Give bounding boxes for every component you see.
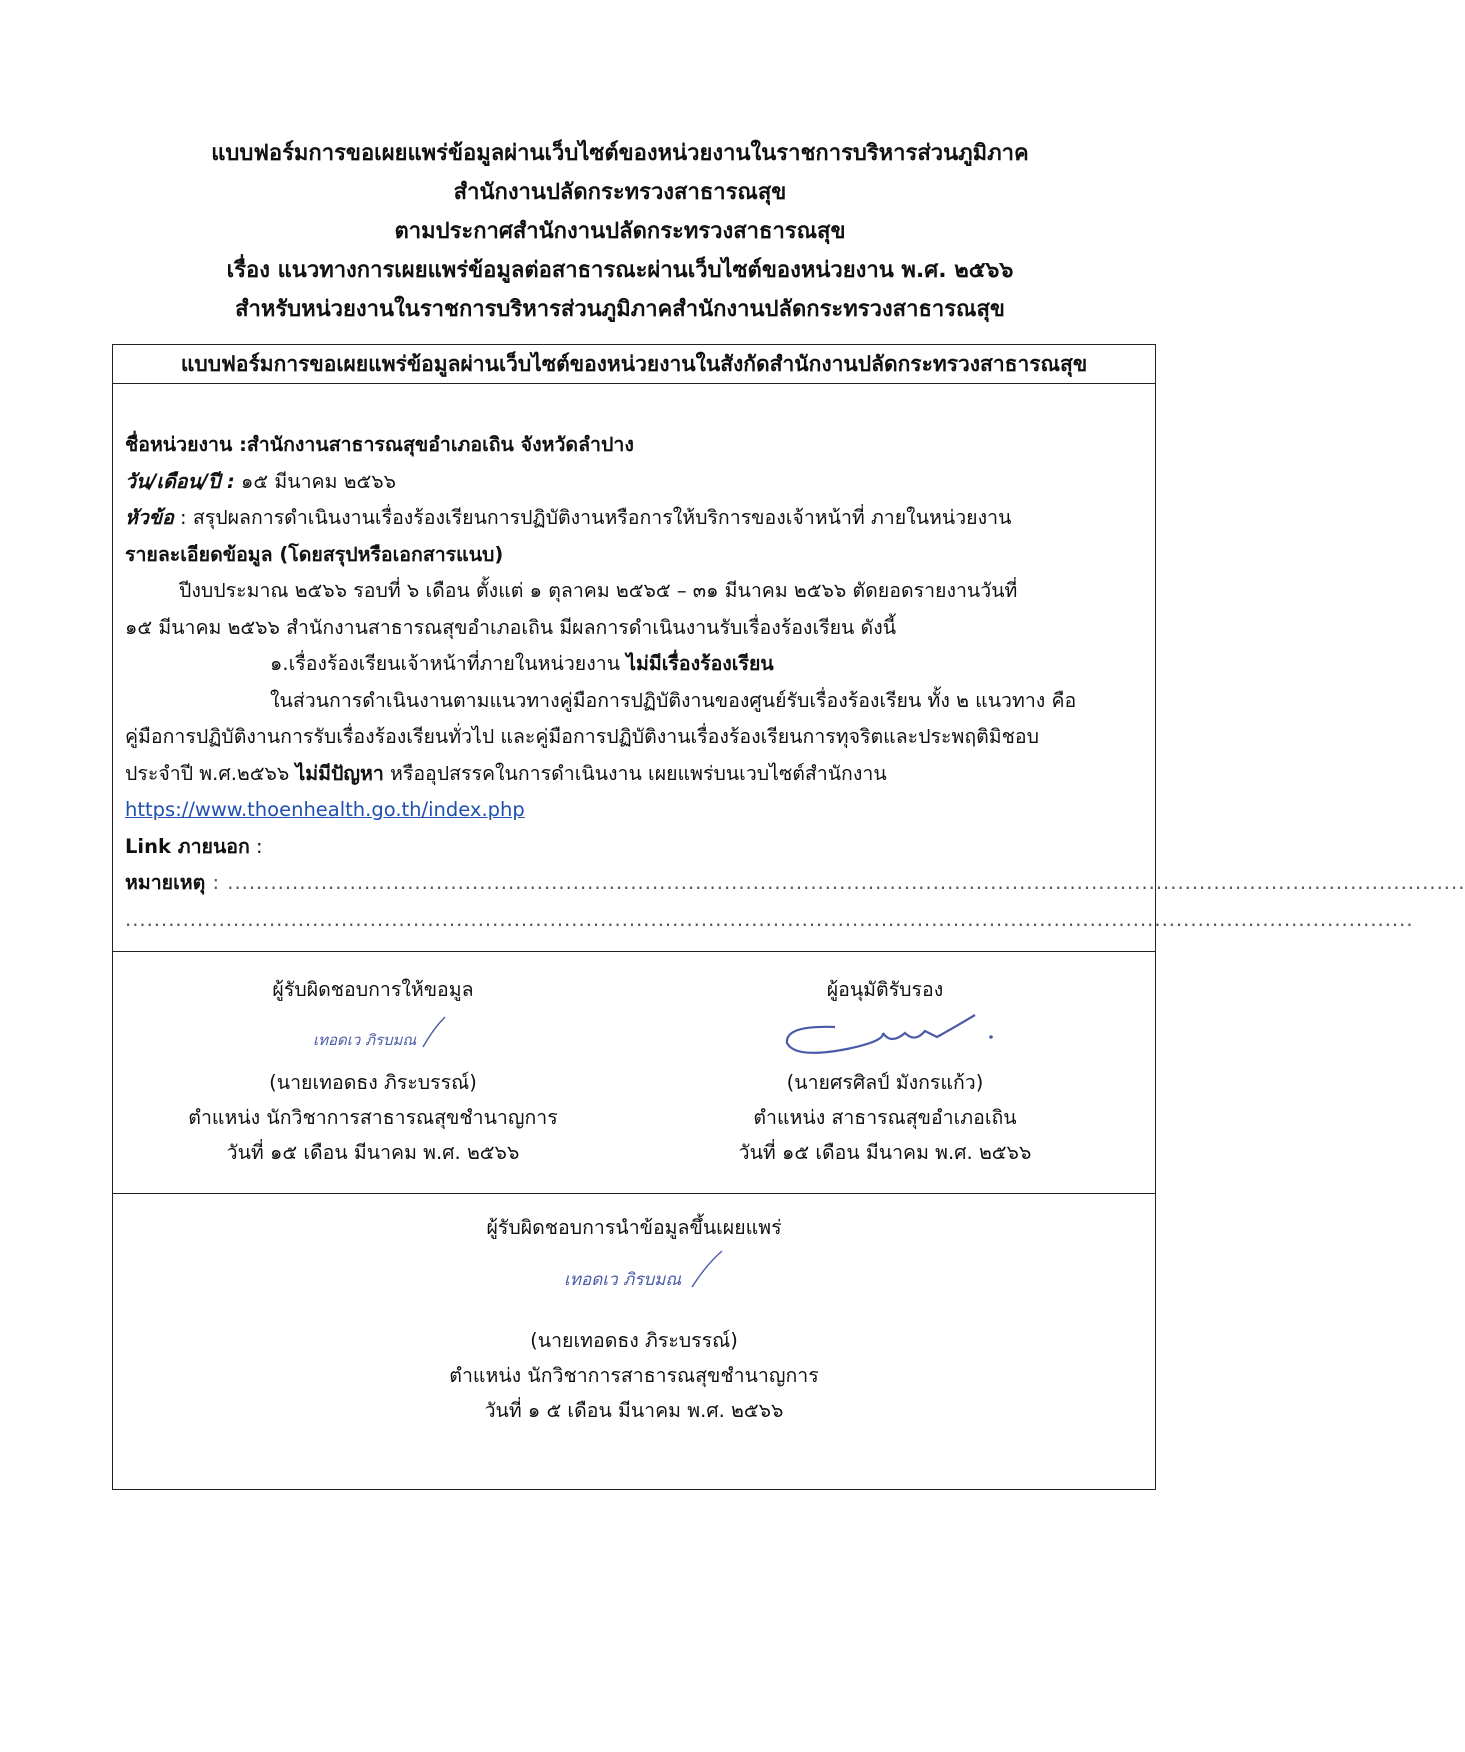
website-link[interactable]: https://www.thoenhealth.go.th/index.php (125, 798, 525, 821)
publisher-signature (524, 1245, 744, 1303)
topic-value: : สรุปผลการดำเนินงานเรื่องร้องเรียนการปฏิบัติงานหรือการให้บริการของเจ้าหน้าที่ ภายในหน่วยงาน (173, 506, 1012, 529)
agency-label: ชื่อหน่วยงาน : (125, 433, 247, 456)
publisher-name: (นายเทอดธง ภิระบรรณ์) (530, 1329, 738, 1352)
paragraph-1-line-1: ปีงบประมาณ ๒๕๖๖ รอบที่ ๖ เดือน ตั้งแต่ ๑ ตุลาคม ๒๕๖๕ – ๓๑ มีนาคม ๒๕๖๖ ตัดยอดรายงานวันที่ (179, 579, 1018, 602)
header-line-2: สำนักงานปลัดกระทรวงสาธารณสุข (453, 180, 787, 205)
remark-dots-line-2: ................................................................................................................................................................................... (125, 907, 1414, 931)
topic-label: หัวข้อ (125, 506, 174, 529)
publication-form (112, 344, 1465, 1490)
paragraph-2-line-3-start: ประจำปี พ.ศ.๒๕๖๖ (125, 761, 296, 785)
remark-row (125, 865, 1465, 902)
paragraph-2-line-1: ในส่วนการดำเนินงานตามแนวทางคู่มือการปฏิบัติงานของศูนย์รับเรื่องร้องเรียน ทั้ง ๒ แนวทาง คือ (270, 688, 1077, 712)
complaint-item-result: ไม่มีเรื่องร้องเรียน (626, 652, 774, 675)
header-line-3: ตามประกาศสำนักงานปลัดกระทรวงสาธารณสุข (394, 219, 846, 244)
approver-title: ผู้อนุมัติรับรอง (826, 978, 944, 1001)
date-label: วัน/เดือน/ปี : (125, 469, 235, 493)
provider-name: (นายเทอดธง ภิระบรรณ์) (269, 1071, 477, 1094)
provider-signature-block (113, 952, 633, 1170)
svg-text:เทอดเว ภิรบมณ: เทอดเว ภิรบมณ (564, 1270, 682, 1290)
external-link-value: : (249, 834, 263, 858)
paragraph-2-line-3-end: หรืออุปสรรคในการดำเนินงาน เผยแพร่บนเวบไซต์สำนักงาน (383, 761, 887, 785)
detail-label: รายละเอียดข้อมูล (โดยสรุปหรือเอกสารแนบ) (125, 542, 504, 566)
svg-text:เทอดเว ภิรบมณ: เทอดเว ภิรบมณ (313, 1031, 417, 1049)
header-line-5: สำหรับหน่วยงานในราชการบริหารส่วนภูมิภาคสำนักงานปลัดกระทรวงสาธารณสุข (235, 297, 1005, 322)
provider-date: วันที่ ๑๕ เดือน มีนาคม พ.ศ. ๒๕๖๖ (226, 1141, 520, 1164)
provider-signature (273, 1007, 473, 1065)
date-row (125, 464, 1143, 501)
paragraph-2-line-2: คู่มือการปฏิบัติงานการรับเรื่องร้องเรียนทั่วไป และคู่มือการปฏิบัติงานเรื่องร้องเรียนการทุจริตและประพฤติมิชอบ (125, 725, 1039, 748)
remark-dots: : ............................................................................................................................................................................ (205, 871, 1465, 894)
publisher-date: วันที่ ๑ ๕ เดือน มีนาคม พ.ศ. ๒๕๖๖ (484, 1399, 784, 1422)
approver-position: ตำแหน่ง สาธารณสุขอำเภอเถิน (753, 1106, 1017, 1129)
no-problem-label: ไม่มีปัญหา (295, 761, 384, 785)
approver-date: วันที่ ๑๕ เดือน มีนาคม พ.ศ. ๒๕๖๖ (738, 1141, 1032, 1164)
document-header (0, 134, 1240, 329)
remark-label: หมายเหตุ (125, 871, 206, 894)
complaint-item-1 (125, 646, 1143, 683)
form-details-section (113, 383, 1465, 952)
header-line-1: แบบฟอร์มการขอเผยแพร่ข้อมูลผ่านเว็บไซต์ของหน่วยงานในราชการบริหารส่วนภูมิภาค (211, 141, 1029, 166)
provider-position: ตำแหน่ง นักวิชาการสาธารณสุขชำนาญการ (188, 1106, 558, 1129)
paragraph-2-line-3 (125, 756, 1143, 793)
external-link-label: Link ภายนอก (125, 834, 250, 858)
provider-title: ผู้รับผิดชอบการให้ขอมูล (272, 978, 474, 1001)
paragraph-1-line-2: ๑๕ มีนาคม ๒๕๖๖ สำนักงานสาธารณสุขอำเภอเถิน มีผลการดำเนินงานรับเรื่องร้องเรียน ดังนี้ (125, 615, 897, 639)
date-value: ๑๕ มีนาคม ๒๕๖๖ (234, 469, 396, 493)
approver-signature (765, 1007, 1005, 1065)
approval-section (113, 952, 1155, 1194)
header-line-4: เรื่อง แนวทางการเผยแพร่ข้อมูลต่อสาธารณะผ่านเว็บไซต์ของหน่วยงาน พ.ศ. ๒๕๖๖ (226, 258, 1014, 283)
publisher-section (113, 1194, 1155, 1489)
external-link-row (125, 829, 1143, 866)
topic-row (125, 500, 1143, 537)
form-title: แบบฟอร์มการขอเผยแพร่ข้อมูลผ่านเว็บไซต์ของหน่วยงานในสังกัดสำนักงานปลัดกระทรวงสาธารณสุข (113, 345, 1155, 384)
agency-value: สำนักงานสาธารณสุขอำเภอเถิน จังหวัดลำปาง (246, 433, 634, 456)
publisher-signature-block (113, 1210, 1155, 1428)
approver-signature-block (625, 952, 1145, 1170)
publisher-title: ผู้รับผิดชอบการนำข้อมูลขึ้นเผยแพร่ (486, 1216, 782, 1239)
approver-name: (นายศรศิลป์ มังกรแก้ว) (786, 1071, 984, 1094)
complaint-item-text: ๑.เรื่องร้องเรียนเจ้าหน้าที่ภายในหน่วยงาน (270, 652, 627, 675)
agency-row (125, 427, 1143, 464)
publisher-position: ตำแหน่ง นักวิชาการสาธารณสุขชำนาญการ (449, 1364, 819, 1387)
